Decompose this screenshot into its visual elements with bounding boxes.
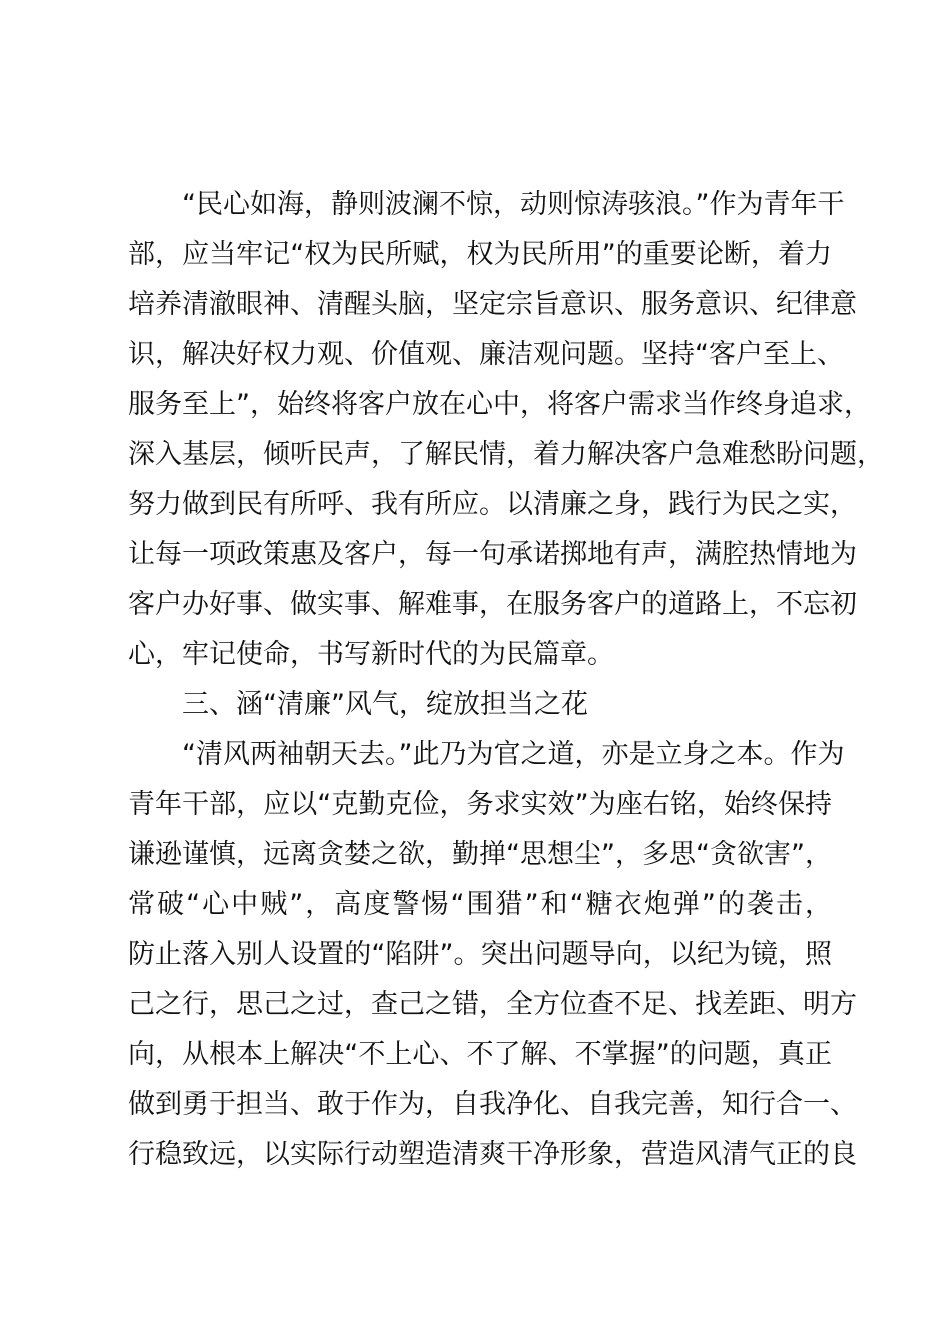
paragraph-line: 客户办好事、做实事、解难事，在服务客户的道路上，不忘初 — [128, 589, 857, 620]
paragraph-line: 培养清澈眼神、清醒头脑，坚定宗旨意识、服务意识、纪律意 — [128, 289, 857, 320]
document-body — [128, 180, 884, 1180]
paragraph-line: “清风两袖朝天去。”此乃为官之道，亦是立身之本。作为 — [182, 739, 845, 770]
paragraph-line: 己之行，思己之过，查己之错，全方位查不足、找差距、明方 — [128, 989, 857, 1020]
paragraph-line: 让每一项政策惠及客户，每一句承诺掷地有声，满腔热情地为 — [128, 539, 857, 570]
paragraph-line: 深入基层，倾听民声，了解民情，着力解决客户急难愁盼问题， — [128, 439, 884, 470]
paragraph-line: 常破“心中贼”，高度警惕“围猎”和“糖衣炮弹”的袭击， — [128, 889, 832, 920]
paragraph-line: 向，从根本上解决“不上心、不了解、不掌握”的问题，真正 — [128, 1039, 832, 1070]
paragraph-line: 努力做到民有所呼、我有所应。以清廉之身，践行为民之实， — [128, 489, 857, 520]
paragraph-line: 做到勇于担当、敢于作为，自我净化、自我完善，知行合一、 — [128, 1089, 857, 1120]
paragraph-line: 谦逊谨慎，远离贪婪之欲，勤掸“思想尘”，多思“贪欲害”， — [128, 839, 832, 870]
paragraph-line: 识，解决好权力观、价值观、廉洁观问题。坚持“客户至上、 — [128, 339, 844, 370]
paragraph-2 — [128, 730, 857, 1180]
section-heading: 三、涵“清廉”风气，绽放担当之花 — [182, 689, 588, 720]
paragraph-line: 防止落入别人设置的“陷阱”。突出问题导向，以纪为镜，照 — [128, 939, 832, 970]
paragraph-line: “民心如海，静则波澜不惊，动则惊涛骇浪。”作为青年干 — [182, 189, 845, 220]
paragraph-line: 行稳致远，以实际行动塑造清爽干净形象，营造风清气正的良 — [128, 1139, 857, 1170]
paragraph-line: 心，牢记使命，书写新时代的为民篇章。 — [128, 639, 614, 670]
paragraph-1 — [128, 180, 884, 680]
paragraph-line: 青年干部，应以“克勤克俭，务求实效”为座右铭，始终保持 — [128, 789, 832, 820]
paragraph-line: 服务至上”，始终将客户放在心中，将客户需求当作终身追求， — [128, 389, 871, 420]
paragraph-line: 部，应当牢记“权为民所赋，权为民所用”的重要论断，着力 — [128, 239, 832, 270]
